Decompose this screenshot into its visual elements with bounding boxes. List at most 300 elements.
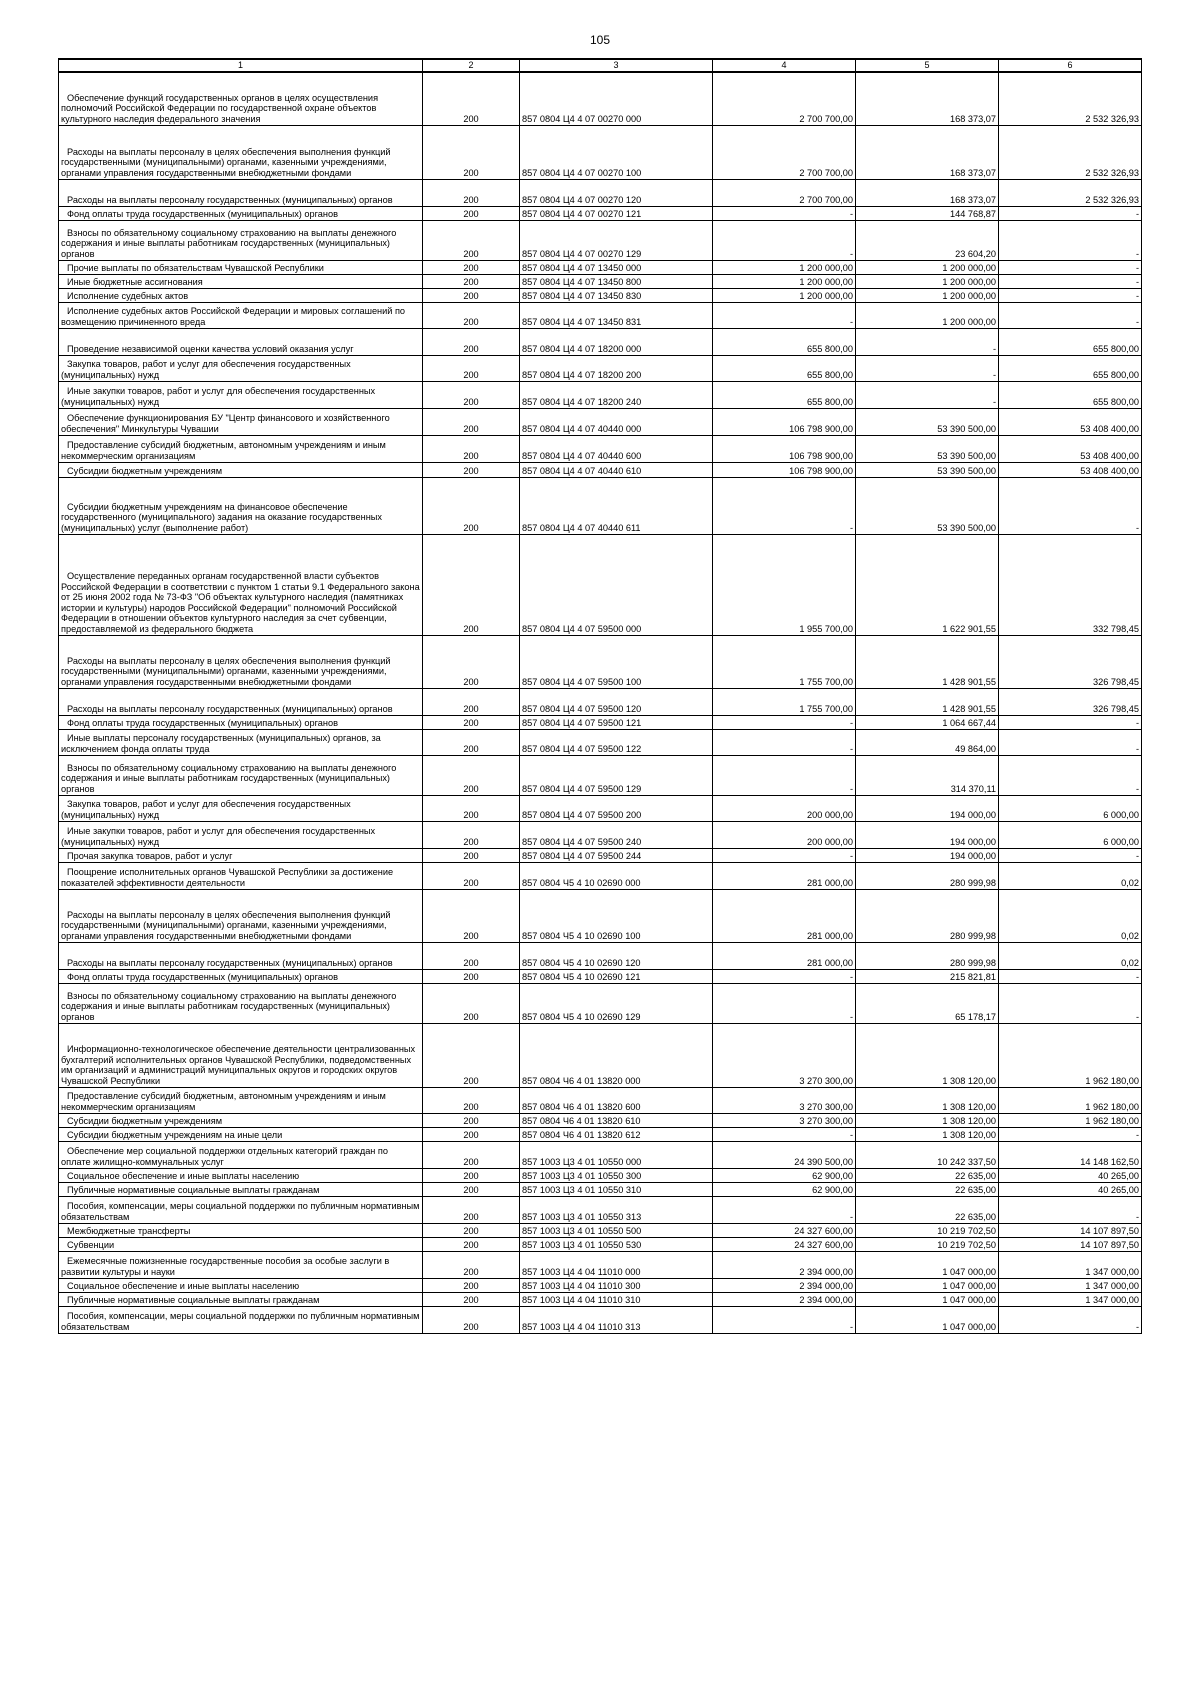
row-col2-cell: 200 xyxy=(423,1023,520,1087)
row-unexecuted-cell: - xyxy=(999,1306,1142,1333)
row-executed-cell: 1 200 000,00 xyxy=(856,302,999,328)
row-name-cell: Пособия, компенсации, меры социальной поддержки по публичным нормативным обязательствам xyxy=(59,1306,423,1333)
table-row xyxy=(59,220,1142,260)
row-executed-cell: 22 635,00 xyxy=(856,1182,999,1196)
row-approved-cell: - xyxy=(713,1127,856,1141)
column-header-1: 1 xyxy=(59,59,423,72)
row-approved-cell: 3 270 300,00 xyxy=(713,1113,856,1127)
row-unexecuted-cell: 326 798,45 xyxy=(999,635,1142,688)
row-approved-cell: 62 900,00 xyxy=(713,1182,856,1196)
row-code-cell: 857 0804 Ч6 4 01 13820 000 xyxy=(520,1023,713,1087)
row-code-cell: 857 1003 Ц3 4 01 10550 300 xyxy=(520,1168,713,1182)
row-unexecuted-cell: - xyxy=(999,220,1142,260)
row-name-cell: Взносы по обязательному социальному страхованию на выплаты денежного содержания и иные выплаты работникам государственных (муниципальных) органов xyxy=(59,220,423,260)
row-approved-cell: 106 798 900,00 xyxy=(713,408,856,435)
row-name-cell: Информационно-технологическое обеспечение деятельности централизованных бухгалтерий исполнительных органов Чувашской Республики, подведомственных им организаций и администраций муниципальных округов и городских округов Чувашской Республики xyxy=(59,1023,423,1087)
column-header-2: 2 xyxy=(423,59,520,72)
row-unexecuted-cell: 1 347 000,00 xyxy=(999,1278,1142,1292)
row-approved-cell: 2 700 700,00 xyxy=(713,125,856,179)
row-executed-cell: 10 219 702,50 xyxy=(856,1237,999,1251)
row-name-cell: Фонд оплаты труда государственных (муниципальных) органов xyxy=(59,206,423,220)
row-unexecuted-cell: 6 000,00 xyxy=(999,795,1142,821)
row-executed-cell: 1 200 000,00 xyxy=(856,288,999,302)
row-code-cell: 857 0804 Ч6 4 01 13820 612 xyxy=(520,1127,713,1141)
row-col2-cell: 200 xyxy=(423,795,520,821)
table-row xyxy=(59,889,1142,942)
column-header-6: 6 xyxy=(999,59,1142,72)
row-name-cell: Фонд оплаты труда государственных (муниципальных) органов xyxy=(59,969,423,983)
row-col2-cell: 200 xyxy=(423,302,520,328)
row-executed-cell: 53 390 500,00 xyxy=(856,408,999,435)
row-col2-cell: 200 xyxy=(423,179,520,206)
row-col2-cell: 200 xyxy=(423,983,520,1023)
row-code-cell: 857 0804 Ц4 4 07 13450 831 xyxy=(520,302,713,328)
row-unexecuted-cell: 326 798,45 xyxy=(999,688,1142,715)
table-row xyxy=(59,1087,1142,1113)
row-executed-cell: 1 308 120,00 xyxy=(856,1087,999,1113)
row-approved-cell: 281 000,00 xyxy=(713,889,856,942)
row-unexecuted-cell: - xyxy=(999,288,1142,302)
row-col2-cell: 200 xyxy=(423,1168,520,1182)
row-unexecuted-cell: 40 265,00 xyxy=(999,1182,1142,1196)
row-code-cell: 857 0804 Ц4 4 07 13450 830 xyxy=(520,288,713,302)
row-col2-cell: 200 xyxy=(423,1182,520,1196)
row-executed-cell: 1 200 000,00 xyxy=(856,260,999,274)
row-col2-cell: 200 xyxy=(423,862,520,889)
table-row xyxy=(59,715,1142,729)
row-col2-cell: 200 xyxy=(423,1292,520,1306)
row-code-cell: 857 0804 Ц4 4 07 00270 100 xyxy=(520,125,713,179)
row-approved-cell: 24 327 600,00 xyxy=(713,1223,856,1237)
row-code-cell: 857 0804 Ц4 4 07 18200 000 xyxy=(520,328,713,355)
row-name-cell: Прочие выплаты по обязательствам Чувашской Республики xyxy=(59,260,423,274)
row-approved-cell: 1 200 000,00 xyxy=(713,288,856,302)
row-approved-cell: 62 900,00 xyxy=(713,1168,856,1182)
row-name-cell: Обеспечение функций государственных органов в целях осуществления полномочий Российской Федерации по государственной охране объектов культурного наследия федерального значения xyxy=(59,72,423,125)
row-executed-cell: - xyxy=(856,328,999,355)
row-name-cell: Субсидии бюджетным учреждениям xyxy=(59,462,423,477)
row-name-cell: Субсидии бюджетным учреждениям на финансовое обеспечение государственного (муниципального) задания на оказание государственных (муниципальных) услуг (выполнение работ) xyxy=(59,477,423,534)
row-code-cell: 857 0804 Ц4 4 07 59500 120 xyxy=(520,688,713,715)
table-row xyxy=(59,1278,1142,1292)
row-approved-cell: 24 390 500,00 xyxy=(713,1141,856,1168)
row-name-cell: Иные выплаты персоналу государственных (муниципальных) органов, за исключением фонда оплаты труда xyxy=(59,729,423,755)
table-row xyxy=(59,821,1142,848)
row-col2-cell: 200 xyxy=(423,821,520,848)
table-row xyxy=(59,862,1142,889)
row-executed-cell: 194 000,00 xyxy=(856,821,999,848)
row-unexecuted-cell: - xyxy=(999,729,1142,755)
row-code-cell: 857 0804 Ч5 4 10 02690 100 xyxy=(520,889,713,942)
row-col2-cell: 200 xyxy=(423,435,520,462)
table-row xyxy=(59,1251,1142,1278)
row-name-cell: Ежемесячные пожизненные государственные пособия за особые заслуги в развитии культуры и науки xyxy=(59,1251,423,1278)
row-col2-cell: 200 xyxy=(423,848,520,862)
row-approved-cell: 106 798 900,00 xyxy=(713,462,856,477)
row-approved-cell: 1 200 000,00 xyxy=(713,274,856,288)
row-name-cell: Исполнение судебных актов Российской Федерации и мировых соглашений по возмещению причиненного вреда xyxy=(59,302,423,328)
table-row xyxy=(59,1168,1142,1182)
row-code-cell: 857 0804 Ц4 4 07 59500 129 xyxy=(520,755,713,795)
row-approved-cell: 281 000,00 xyxy=(713,862,856,889)
row-code-cell: 857 0804 Ц4 4 07 13450 800 xyxy=(520,274,713,288)
row-executed-cell: - xyxy=(856,381,999,408)
row-executed-cell: 1 200 000,00 xyxy=(856,274,999,288)
row-unexecuted-cell: - xyxy=(999,715,1142,729)
row-code-cell: 857 0804 Ц4 4 07 59500 200 xyxy=(520,795,713,821)
table-row xyxy=(59,302,1142,328)
row-approved-cell: 281 000,00 xyxy=(713,942,856,969)
row-unexecuted-cell: 14 148 162,50 xyxy=(999,1141,1142,1168)
table-row xyxy=(59,1237,1142,1251)
row-col2-cell: 200 xyxy=(423,755,520,795)
row-code-cell: 857 0804 Ц4 4 07 59500 100 xyxy=(520,635,713,688)
row-executed-cell: 280 999,98 xyxy=(856,862,999,889)
table-row xyxy=(59,688,1142,715)
row-unexecuted-cell: 655 800,00 xyxy=(999,328,1142,355)
row-code-cell: 857 0804 Ц4 4 07 59500 240 xyxy=(520,821,713,848)
row-executed-cell: 1 047 000,00 xyxy=(856,1278,999,1292)
table-row xyxy=(59,477,1142,534)
table-row xyxy=(59,274,1142,288)
budget-execution-table xyxy=(58,58,1142,1334)
row-executed-cell: - xyxy=(856,355,999,381)
table-row xyxy=(59,1113,1142,1127)
row-name-cell: Расходы на выплаты персоналу в целях обеспечения выполнения функций государственными (муниципальными) органами, казенными учреждениями, органами управления государственными внебюджетными фондами xyxy=(59,889,423,942)
row-col2-cell: 200 xyxy=(423,1127,520,1141)
row-name-cell: Межбюджетные трансферты xyxy=(59,1223,423,1237)
row-approved-cell: - xyxy=(713,302,856,328)
row-executed-cell: 1 428 901,55 xyxy=(856,688,999,715)
row-name-cell: Поощрение исполнительных органов Чувашской Республики за достижение показателей эффективности деятельности xyxy=(59,862,423,889)
row-executed-cell: 280 999,98 xyxy=(856,889,999,942)
row-code-cell: 857 1003 Ц4 4 04 11010 310 xyxy=(520,1292,713,1306)
row-executed-cell: 1 308 120,00 xyxy=(856,1023,999,1087)
row-approved-cell: - xyxy=(713,1196,856,1223)
row-unexecuted-cell: 655 800,00 xyxy=(999,355,1142,381)
row-executed-cell: 49 864,00 xyxy=(856,729,999,755)
row-name-cell: Иные закупки товаров, работ и услуг для обеспечения государственных (муниципальных) нужд xyxy=(59,381,423,408)
row-executed-cell: 1 064 667,44 xyxy=(856,715,999,729)
table-row xyxy=(59,1127,1142,1141)
row-col2-cell: 200 xyxy=(423,288,520,302)
table-row xyxy=(59,534,1142,635)
table-row xyxy=(59,1292,1142,1306)
row-code-cell: 857 1003 Ц4 4 04 11010 300 xyxy=(520,1278,713,1292)
table-row xyxy=(59,942,1142,969)
row-executed-cell: 1 047 000,00 xyxy=(856,1251,999,1278)
row-col2-cell: 200 xyxy=(423,969,520,983)
row-name-cell: Закупка товаров, работ и услуг для обеспечения государственных (муниципальных) нужд xyxy=(59,355,423,381)
table-row xyxy=(59,355,1142,381)
row-col2-cell: 200 xyxy=(423,206,520,220)
row-unexecuted-cell: - xyxy=(999,206,1142,220)
row-code-cell: 857 0804 Ц4 4 07 59500 000 xyxy=(520,534,713,635)
row-col2-cell: 200 xyxy=(423,220,520,260)
row-col2-cell: 200 xyxy=(423,1141,520,1168)
row-unexecuted-cell: - xyxy=(999,260,1142,274)
row-name-cell: Иные бюджетные ассигнования xyxy=(59,274,423,288)
row-code-cell: 857 0804 Ц4 4 07 59500 121 xyxy=(520,715,713,729)
row-unexecuted-cell: 40 265,00 xyxy=(999,1168,1142,1182)
row-approved-cell: - xyxy=(713,755,856,795)
row-approved-cell: - xyxy=(713,969,856,983)
row-executed-cell: 280 999,98 xyxy=(856,942,999,969)
row-executed-cell: 314 370,11 xyxy=(856,755,999,795)
row-approved-cell: 1 755 700,00 xyxy=(713,688,856,715)
row-executed-cell: 1 047 000,00 xyxy=(856,1306,999,1333)
table-row xyxy=(59,1182,1142,1196)
table-row xyxy=(59,795,1142,821)
row-name-cell: Социальное обеспечение и иные выплаты населению xyxy=(59,1168,423,1182)
row-unexecuted-cell: 2 532 326,93 xyxy=(999,72,1142,125)
row-code-cell: 857 0804 Ц4 4 07 00270 120 xyxy=(520,179,713,206)
row-code-cell: 857 1003 Ц4 4 04 11010 000 xyxy=(520,1251,713,1278)
table-row xyxy=(59,755,1142,795)
row-executed-cell: 53 390 500,00 xyxy=(856,477,999,534)
row-col2-cell: 200 xyxy=(423,715,520,729)
table-row xyxy=(59,206,1142,220)
row-approved-cell: - xyxy=(713,220,856,260)
row-approved-cell: 2 394 000,00 xyxy=(713,1251,856,1278)
row-unexecuted-cell: 53 408 400,00 xyxy=(999,462,1142,477)
column-header-3: 3 xyxy=(520,59,713,72)
row-approved-cell: 2 700 700,00 xyxy=(713,72,856,125)
row-executed-cell: 10 219 702,50 xyxy=(856,1223,999,1237)
table-row xyxy=(59,260,1142,274)
table-row xyxy=(59,848,1142,862)
row-executed-cell: 1 047 000,00 xyxy=(856,1292,999,1306)
row-approved-cell: 1 200 000,00 xyxy=(713,260,856,274)
table-row xyxy=(59,381,1142,408)
row-unexecuted-cell: 1 962 180,00 xyxy=(999,1087,1142,1113)
row-unexecuted-cell: - xyxy=(999,848,1142,862)
table-row xyxy=(59,462,1142,477)
row-approved-cell: 3 270 300,00 xyxy=(713,1023,856,1087)
row-code-cell: 857 0804 Ц4 4 07 18200 200 xyxy=(520,355,713,381)
table-row xyxy=(59,983,1142,1023)
row-approved-cell: 200 000,00 xyxy=(713,795,856,821)
row-executed-cell: 22 635,00 xyxy=(856,1196,999,1223)
table-row xyxy=(59,125,1142,179)
row-name-cell: Субвенции xyxy=(59,1237,423,1251)
row-code-cell: 857 1003 Ц4 4 04 11010 313 xyxy=(520,1306,713,1333)
row-col2-cell: 200 xyxy=(423,274,520,288)
row-unexecuted-cell: - xyxy=(999,983,1142,1023)
row-approved-cell: - xyxy=(713,729,856,755)
row-approved-cell: 1 755 700,00 xyxy=(713,635,856,688)
table-row xyxy=(59,1196,1142,1223)
row-unexecuted-cell: 332 798,45 xyxy=(999,534,1142,635)
row-code-cell: 857 0804 Ц4 4 07 59500 244 xyxy=(520,848,713,862)
row-code-cell: 857 0804 Ц4 4 07 00270 129 xyxy=(520,220,713,260)
row-name-cell: Предоставление субсидий бюджетным, автономным учреждениям и иным некоммерческим организациям xyxy=(59,435,423,462)
row-name-cell: Субсидии бюджетным учреждениям на иные цели xyxy=(59,1127,423,1141)
table-row xyxy=(59,288,1142,302)
row-approved-cell: 106 798 900,00 xyxy=(713,435,856,462)
row-col2-cell: 200 xyxy=(423,889,520,942)
row-col2-cell: 200 xyxy=(423,408,520,435)
row-executed-cell: 168 373,07 xyxy=(856,72,999,125)
row-col2-cell: 200 xyxy=(423,72,520,125)
table-row xyxy=(59,635,1142,688)
row-executed-cell: 53 390 500,00 xyxy=(856,462,999,477)
row-col2-cell: 200 xyxy=(423,381,520,408)
column-header-5: 5 xyxy=(856,59,999,72)
table-row xyxy=(59,435,1142,462)
row-name-cell: Взносы по обязательному социальному страхованию на выплаты денежного содержания и иные выплаты работникам государственных (муниципальных) органов xyxy=(59,983,423,1023)
row-col2-cell: 200 xyxy=(423,1278,520,1292)
row-executed-cell: 215 821,81 xyxy=(856,969,999,983)
row-executed-cell: 1 622 901,55 xyxy=(856,534,999,635)
row-name-cell: Проведение независимой оценки качества условий оказания услуг xyxy=(59,328,423,355)
column-number-header-row xyxy=(59,59,1142,72)
row-approved-cell: 655 800,00 xyxy=(713,381,856,408)
table-row xyxy=(59,328,1142,355)
row-col2-cell: 200 xyxy=(423,477,520,534)
row-approved-cell: 24 327 600,00 xyxy=(713,1237,856,1251)
row-name-cell: Расходы на выплаты персоналу в целях обеспечения выполнения функций государственными (муниципальными) органами, казенными учреждениями, органами управления государственными внебюджетными фондами xyxy=(59,125,423,179)
row-unexecuted-cell: 0,02 xyxy=(999,862,1142,889)
row-name-cell: Взносы по обязательному социальному страхованию на выплаты денежного содержания и иные выплаты работникам государственных (муниципальных) органов xyxy=(59,755,423,795)
row-name-cell: Иные закупки товаров, работ и услуг для обеспечения государственных (муниципальных) нужд xyxy=(59,821,423,848)
table-body xyxy=(59,72,1142,1333)
row-executed-cell: 10 242 337,50 xyxy=(856,1141,999,1168)
row-code-cell: 857 0804 Ч5 4 10 02690 120 xyxy=(520,942,713,969)
row-col2-cell: 200 xyxy=(423,942,520,969)
row-name-cell: Обеспечение мер социальной поддержки отдельных категорий граждан по оплате жилищно-коммунальных услуг xyxy=(59,1141,423,1168)
row-name-cell: Субсидии бюджетным учреждениям xyxy=(59,1113,423,1127)
row-unexecuted-cell: - xyxy=(999,1196,1142,1223)
row-code-cell: 857 0804 Ч6 4 01 13820 600 xyxy=(520,1087,713,1113)
row-code-cell: 857 0804 Ц4 4 07 40440 000 xyxy=(520,408,713,435)
row-col2-cell: 200 xyxy=(423,1306,520,1333)
table-row xyxy=(59,729,1142,755)
row-executed-cell: 168 373,07 xyxy=(856,179,999,206)
row-approved-cell: 2 394 000,00 xyxy=(713,1278,856,1292)
table-row xyxy=(59,1306,1142,1333)
row-unexecuted-cell: 2 532 326,93 xyxy=(999,125,1142,179)
row-name-cell: Пособия, компенсации, меры социальной поддержки по публичным нормативным обязательствам xyxy=(59,1196,423,1223)
row-col2-cell: 200 xyxy=(423,355,520,381)
row-unexecuted-cell: - xyxy=(999,969,1142,983)
row-code-cell: 857 0804 Ц4 4 07 18200 240 xyxy=(520,381,713,408)
row-approved-cell: 2 394 000,00 xyxy=(713,1292,856,1306)
row-name-cell: Предоставление субсидий бюджетным, автономным учреждениям и иным некоммерческим организациям xyxy=(59,1087,423,1113)
row-executed-cell: 144 768,87 xyxy=(856,206,999,220)
row-executed-cell: 1 308 120,00 xyxy=(856,1113,999,1127)
row-col2-cell: 200 xyxy=(423,1237,520,1251)
row-approved-cell: - xyxy=(713,206,856,220)
row-code-cell: 857 1003 Ц3 4 01 10550 000 xyxy=(520,1141,713,1168)
row-unexecuted-cell: 1 347 000,00 xyxy=(999,1292,1142,1306)
row-approved-cell: 3 270 300,00 xyxy=(713,1087,856,1113)
row-col2-cell: 200 xyxy=(423,328,520,355)
row-code-cell: 857 1003 Ц3 4 01 10550 500 xyxy=(520,1223,713,1237)
row-col2-cell: 200 xyxy=(423,1223,520,1237)
row-executed-cell: 65 178,17 xyxy=(856,983,999,1023)
row-name-cell: Исполнение судебных актов xyxy=(59,288,423,302)
row-unexecuted-cell: - xyxy=(999,302,1142,328)
row-executed-cell: 168 373,07 xyxy=(856,125,999,179)
row-unexecuted-cell: 53 408 400,00 xyxy=(999,408,1142,435)
row-approved-cell: - xyxy=(713,477,856,534)
row-unexecuted-cell: 14 107 897,50 xyxy=(999,1237,1142,1251)
row-col2-cell: 200 xyxy=(423,125,520,179)
row-code-cell: 857 1003 Ц3 4 01 10550 530 xyxy=(520,1237,713,1251)
row-col2-cell: 200 xyxy=(423,1251,520,1278)
row-unexecuted-cell: - xyxy=(999,755,1142,795)
row-code-cell: 857 0804 Ц4 4 07 40440 611 xyxy=(520,477,713,534)
row-col2-cell: 200 xyxy=(423,1087,520,1113)
table-row xyxy=(59,1141,1142,1168)
row-executed-cell: 194 000,00 xyxy=(856,795,999,821)
row-code-cell: 857 0804 Ц4 4 07 00270 121 xyxy=(520,206,713,220)
row-unexecuted-cell: - xyxy=(999,274,1142,288)
row-executed-cell: 53 390 500,00 xyxy=(856,435,999,462)
row-approved-cell: 2 700 700,00 xyxy=(713,179,856,206)
row-unexecuted-cell: 2 532 326,93 xyxy=(999,179,1142,206)
row-approved-cell: - xyxy=(713,848,856,862)
row-col2-cell: 200 xyxy=(423,1196,520,1223)
table-row xyxy=(59,1023,1142,1087)
row-name-cell: Расходы на выплаты персоналу государственных (муниципальных) органов xyxy=(59,942,423,969)
row-code-cell: 857 1003 Ц3 4 01 10550 310 xyxy=(520,1182,713,1196)
row-name-cell: Расходы на выплаты персоналу в целях обеспечения выполнения функций государственными (муниципальными) органами, казенными учреждениями, органами управления государственными внебюджетными фондами xyxy=(59,635,423,688)
row-name-cell: Закупка товаров, работ и услуг для обеспечения государственных (муниципальных) нужд xyxy=(59,795,423,821)
row-approved-cell: - xyxy=(713,1306,856,1333)
row-executed-cell: 1 428 901,55 xyxy=(856,635,999,688)
row-code-cell: 857 0804 Ч5 4 10 02690 121 xyxy=(520,969,713,983)
row-name-cell: Расходы на выплаты персоналу государственных (муниципальных) органов xyxy=(59,179,423,206)
row-unexecuted-cell: - xyxy=(999,477,1142,534)
row-unexecuted-cell: - xyxy=(999,1127,1142,1141)
row-unexecuted-cell: 53 408 400,00 xyxy=(999,435,1142,462)
page-number: 105 xyxy=(589,33,611,47)
row-name-cell: Расходы на выплаты персоналу государственных (муниципальных) органов xyxy=(59,688,423,715)
row-unexecuted-cell: 0,02 xyxy=(999,889,1142,942)
row-col2-cell: 200 xyxy=(423,635,520,688)
row-col2-cell: 200 xyxy=(423,729,520,755)
row-name-cell: Публичные нормативные социальные выплаты гражданам xyxy=(59,1182,423,1196)
row-unexecuted-cell: 1 962 180,00 xyxy=(999,1023,1142,1087)
row-code-cell: 857 0804 Ч5 4 10 02690 000 xyxy=(520,862,713,889)
row-col2-cell: 200 xyxy=(423,688,520,715)
row-approved-cell: - xyxy=(713,983,856,1023)
row-col2-cell: 200 xyxy=(423,462,520,477)
table-row xyxy=(59,179,1142,206)
row-approved-cell: 1 955 700,00 xyxy=(713,534,856,635)
table-row xyxy=(59,72,1142,125)
row-approved-cell: 655 800,00 xyxy=(713,355,856,381)
row-code-cell: 857 0804 Ц4 4 07 40440 600 xyxy=(520,435,713,462)
row-approved-cell: 200 000,00 xyxy=(713,821,856,848)
row-approved-cell: 655 800,00 xyxy=(713,328,856,355)
row-name-cell: Фонд оплаты труда государственных (муниципальных) органов xyxy=(59,715,423,729)
row-name-cell: Прочая закупка товаров, работ и услуг xyxy=(59,848,423,862)
row-name-cell: Публичные нормативные социальные выплаты гражданам xyxy=(59,1292,423,1306)
row-code-cell: 857 0804 Ц4 4 07 59500 122 xyxy=(520,729,713,755)
row-approved-cell: - xyxy=(713,715,856,729)
row-code-cell: 857 0804 Ч5 4 10 02690 129 xyxy=(520,983,713,1023)
row-code-cell: 857 0804 Ч6 4 01 13820 610 xyxy=(520,1113,713,1127)
row-name-cell: Осуществление переданных органам государственной власти субъектов Российской Федерации в соответствии с пунктом 1 статьи 9.1 Федерального закона от 25 июня 2002 года № 73-ФЗ "Об объектах культурного наследия (памятниках истории и культуры) народов Российской Федерации" полномочий Российской Федерации в отношении объектов культурного наследия за счет субвенции, предоставляемой из федерального бюджета xyxy=(59,534,423,635)
row-unexecuted-cell: 0,02 xyxy=(999,942,1142,969)
row-executed-cell: 22 635,00 xyxy=(856,1168,999,1182)
row-unexecuted-cell: 1 962 180,00 xyxy=(999,1113,1142,1127)
row-col2-cell: 200 xyxy=(423,534,520,635)
row-unexecuted-cell: 14 107 897,50 xyxy=(999,1223,1142,1237)
